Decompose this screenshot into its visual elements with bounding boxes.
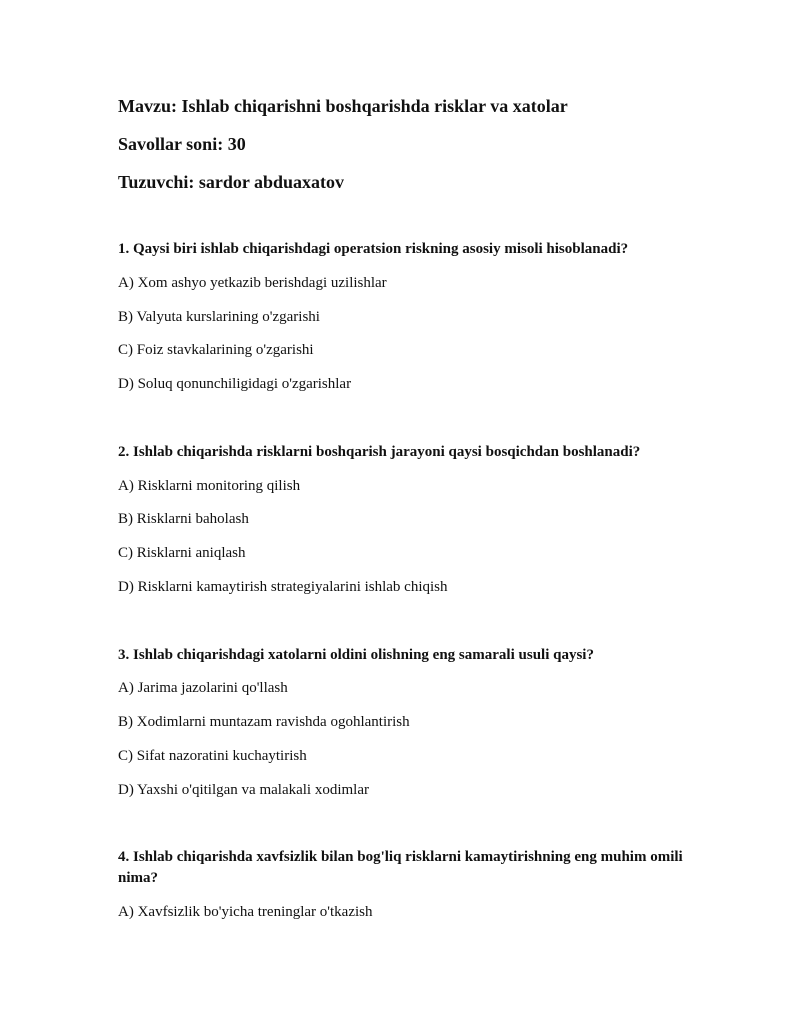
answer-option: A) Jarima jazolarini qo'llash	[118, 680, 288, 696]
author-heading: Tuzuvchi: sardor abduaxatov	[118, 172, 345, 192]
answer-option: B) Risklarni baholash	[118, 511, 249, 527]
answer-option: A) Xavfsizlik bo'yicha treninglar o'tkazish	[118, 904, 373, 920]
question-title: 3. Ishlab chiqarishdagi xatolarni oldini olishning eng samarali usuli qaysi?	[118, 647, 594, 663]
answer-option: C) Sifat nazoratini kuchaytirish	[118, 748, 307, 764]
topic-heading: Mavzu: Ishlab chiqarishni boshqarishda risklar va xatolar	[118, 96, 568, 116]
answer-option: D) Yaxshi o'qitilgan va malakali xodimlar	[118, 782, 370, 798]
question-title: 4. Ishlab chiqarishda xavfsizlik bilan bog'liq risklarni kamaytirishning eng muhim omili nima?	[118, 849, 683, 886]
answer-option: D) Risklarni kamaytirish strategiyalarini ishlab chiqish	[118, 579, 448, 595]
answer-option: B) Xodimlarni muntazam ravishda ogohlantirish	[118, 714, 410, 730]
answer-option: B) Valyuta kurslarining o'zgarishi	[118, 309, 320, 325]
answer-option: C) Risklarni aniqlash	[118, 545, 246, 561]
question-title: 2. Ishlab chiqarishda risklarni boshqarish jarayoni qaysi bosqichdan boshlanadi?	[118, 444, 641, 460]
answer-option: D) Soluq qonunchiligidagi o'zgarishlar	[118, 376, 352, 392]
question-title: 1. Qaysi biri ishlab chiqarishdagi operatsion riskning asosiy misoli hisoblanadi?	[118, 241, 629, 257]
answer-option: A) Xom ashyo yetkazib berishdagi uzilishlar	[118, 275, 387, 291]
question-count-heading: Savollar soni: 30	[118, 134, 246, 154]
answer-option: A) Risklarni monitoring qilish	[118, 478, 301, 494]
answer-option: C) Foiz stavkalarining o'zgarishi	[118, 342, 314, 358]
